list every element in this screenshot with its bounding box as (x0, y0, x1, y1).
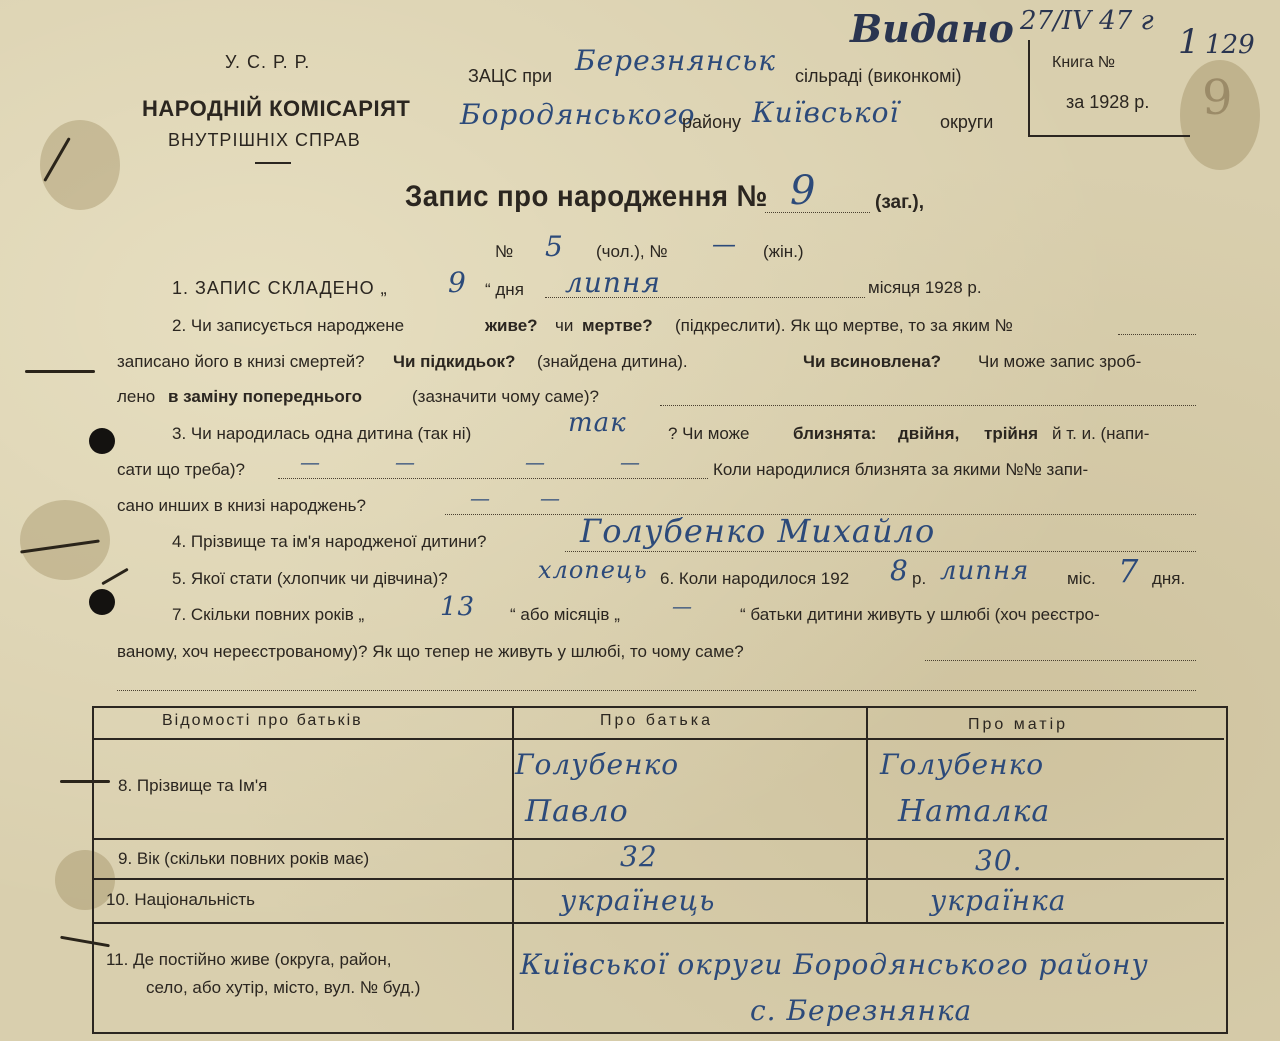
residence-village-handwritten: с. Березнянка (750, 994, 973, 1027)
q7-line1a: 7. Скільки повних років „ (172, 605, 365, 624)
month-label: міс. (1067, 569, 1096, 588)
village-handwritten: Березнянськ (575, 44, 776, 77)
male-number-handwritten: 5 (545, 230, 564, 263)
q7-line2: ваному, хоч нереєстрованому)? Як що тепер не живуть у шлюбі, то чому саме? (117, 642, 744, 661)
birth-year-handwritten: 8 (890, 554, 909, 587)
residence-handwritten: Київської округи Бородянського району (520, 948, 1149, 981)
issued-date: 27/IV 47 г (1020, 6, 1154, 36)
table-header-info: Відомості про батьків (162, 712, 363, 729)
mother-name-handwritten: Наталка (898, 794, 1051, 829)
table-rule (92, 878, 1224, 880)
table-header-father: Про батька (600, 712, 713, 729)
female-label: (жін.) (763, 242, 804, 261)
marriage-years-handwritten: 13 (440, 592, 476, 622)
okruga-handwritten: Київської (752, 96, 900, 129)
q2-or: чи (555, 316, 574, 335)
q3-triple: трійня (984, 424, 1039, 443)
birth-month-handwritten: липня (940, 556, 1030, 586)
q2-adopted: Чи всиновлена? (803, 352, 942, 371)
row-age-label: 9. Вік (скільки повних років має) (118, 849, 370, 868)
punch-hole (89, 589, 115, 615)
q4-label: 4. Прізвище та ім'я народженої дитини? (172, 532, 487, 551)
issued-number: 1 (1178, 22, 1200, 62)
table-rule (92, 738, 1224, 740)
silradi-label: сільраді (виконкомі) (795, 66, 962, 86)
paper-tear (101, 568, 128, 586)
ussr-heading: У. С. Р. Р. (225, 52, 311, 72)
table-header-mother: Про матір (968, 716, 1069, 733)
paper-tear (25, 370, 95, 373)
q2-line3b: (зазначити чому саме)? (412, 387, 599, 406)
q2-dead: мертве? (582, 316, 653, 335)
subnum-label: № (495, 242, 514, 261)
punch-hole (89, 428, 115, 454)
page-title: Запис про народження № (405, 180, 768, 213)
q4-dotline (565, 551, 1196, 552)
row-nationality-label: 10. Національність (106, 890, 255, 909)
title-dotline (765, 212, 870, 213)
ministry-subtitle: ВНУТРІШНІХ СПРАВ (168, 130, 361, 150)
q2-alive: живе? (485, 316, 538, 335)
child-sex-handwritten: хлопець (538, 556, 648, 584)
year-r-label: р. (912, 569, 927, 588)
table-rule (92, 838, 1224, 840)
q1-prefix: 1. ЗАПИС СКЛАДЕНО „ (172, 278, 388, 298)
father-nationality-handwritten: українець (560, 884, 716, 917)
q3-line3a: сано инших в книзі народжень? (117, 496, 366, 515)
q3-line1a: 3. Чи народилась одна дитина (так ні) (172, 424, 472, 443)
q2-foundling: Чи підкидьок? (393, 352, 516, 371)
q3-dash: — (540, 486, 561, 510)
q2-replace: в заміну попереднього (168, 387, 362, 406)
q5-label: 5. Якої стати (хлопчик чи дівчина)? (172, 569, 448, 588)
book-label: Книга № (1052, 54, 1116, 71)
father-surname-handwritten: Голубенко (515, 748, 680, 781)
q1-suffix: місяця 1928 р. (868, 278, 982, 297)
q1-dotline (545, 297, 865, 298)
q3-line2a: сати що треба)? (117, 460, 245, 479)
q6-label: 6. Коли народилося 192 (660, 569, 850, 588)
q3-line2b: Коли народилися близнята за якими №№ запи- (713, 460, 1089, 479)
table-rule (92, 922, 1224, 924)
q2-line2a: записано його в книзі смертей? (117, 352, 365, 371)
female-number-handwritten: — (712, 230, 737, 258)
record-number-handwritten: 9 (790, 168, 817, 214)
q3-line2-dotline (278, 478, 708, 479)
table-divider (512, 706, 514, 1030)
q3-dash: — (395, 450, 416, 474)
zats-label: ЗАЦС при (468, 66, 553, 86)
q3-line1c: й т. и. (напи- (1052, 424, 1150, 443)
q1-month-handwritten: липня (565, 266, 661, 299)
row-residence-label-2: село, або хутір, місто, вул. № буд.) (146, 978, 421, 997)
ministry-title: НАРОДНІЙ КОМІСАРІЯТ (142, 96, 411, 121)
book-year: за 1928 р. (1066, 92, 1150, 112)
title-suffix: (заг.), (875, 192, 924, 213)
q1-day-handwritten: 9 (448, 266, 467, 299)
okruga-label: округи (940, 112, 994, 132)
mother-nationality-handwritten: українка (930, 884, 1067, 917)
q2-line3-dotline (660, 405, 1196, 406)
q2-dotline (1118, 334, 1196, 335)
q3-answer-handwritten: так (568, 408, 627, 438)
mother-surname-handwritten: Голубенко (880, 748, 1045, 781)
day-label: дня. (1152, 569, 1186, 588)
q7-line1c: “ батьки дитини живуть у шлюбі (хоч реєстро- (740, 605, 1100, 624)
marriage-months-handwritten: — (672, 594, 693, 618)
q3-twins: близнята: (793, 424, 877, 443)
q2-line2b: (знайдена дитина). (537, 352, 688, 371)
mother-age-handwritten: 30. (975, 844, 1023, 877)
father-name-handwritten: Павло (525, 794, 629, 829)
q7-line1b: “ або місяців „ (510, 605, 620, 624)
q3-dash: — (525, 450, 546, 474)
q3-dash: — (470, 486, 491, 510)
margin-digit: 9 (1202, 70, 1233, 126)
q2-line2c: Чи може запис зроб- (978, 352, 1142, 371)
q3-double: двійня, (898, 424, 960, 443)
q7-dotline (925, 660, 1196, 661)
row-residence-label: 11. Де постійно живе (округа, район, (106, 950, 392, 969)
q3-line1b: ? Чи може (668, 424, 750, 443)
q1-day-label: “ дня (485, 280, 524, 299)
q7-extra-dotline (117, 690, 1196, 691)
father-age-handwritten: 32 (620, 840, 658, 873)
raion-handwritten: Бородянського (460, 98, 696, 131)
q2-line3a: лено (117, 387, 156, 406)
male-label: (чол.), № (596, 242, 668, 261)
issued-annotation: Видано (850, 6, 1014, 51)
row-name-label: 8. Прізвище та Ім'я (118, 776, 268, 795)
q2-line1a: 2. Чи записується народжене (172, 316, 405, 335)
q3-dash: — (300, 450, 321, 474)
header-rule (255, 162, 291, 164)
q3-dash: — (620, 450, 641, 474)
q2-line1b: (підкреслити). Як що мертве, то за яким № (675, 316, 1013, 335)
raion-label: району (682, 112, 742, 132)
issued-page: 129 (1205, 30, 1255, 60)
child-name-handwritten: Голубенко Михайло (580, 512, 936, 550)
birth-day-handwritten: 7 (1118, 552, 1140, 590)
